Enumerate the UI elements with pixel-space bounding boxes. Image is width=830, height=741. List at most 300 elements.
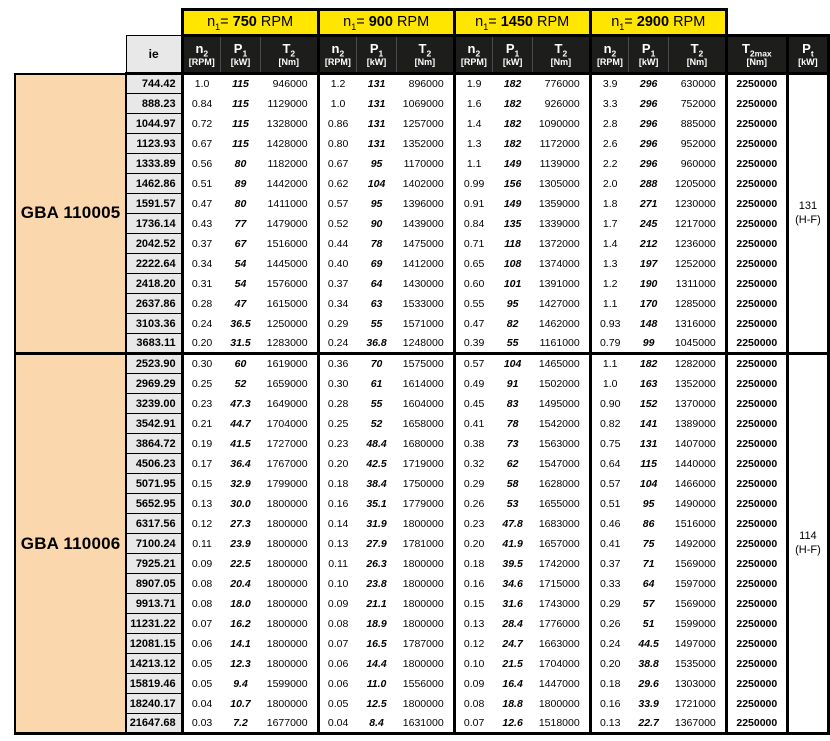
cell-t2-900: 1800000: [397, 594, 455, 614]
col-header-p1-900rpm-unit: [kW]: [366, 57, 387, 68]
cell-n2-2900: 0.16: [590, 694, 628, 714]
cell-n2-750: 0.34: [182, 254, 220, 274]
col-header-p1-1450rpm-symbol: $P_1$: [505, 40, 520, 59]
cell-t2-1450: 1495000: [533, 394, 591, 414]
cell-ie: 14213.12: [126, 654, 182, 674]
cell-p1-2900: 104: [629, 474, 669, 494]
col-header-t2-750rpm: [260, 36, 318, 74]
cell-t2max: 2250000: [726, 94, 787, 114]
col-header-n2-900rpm: [318, 36, 356, 74]
cell-t2-750: 1129000: [260, 94, 318, 114]
col-header-t2-750rpm-symbol: $T_2$: [282, 40, 296, 59]
col-header-p1-900rpm: [357, 36, 397, 74]
cell-n2-750: 0.25: [182, 374, 220, 394]
col-header-t2-900rpm-symbol: $T_2$: [418, 40, 432, 59]
cell-p1-2900: 163: [629, 374, 669, 394]
cell-t2max: 2250000: [726, 394, 787, 414]
cell-n2-1450: 1.4: [454, 114, 492, 134]
cell-n2-750: 0.19: [182, 434, 220, 454]
cell-p1-1450: 73: [493, 434, 533, 454]
cell-ie: 15819.46: [126, 674, 182, 694]
col-header-t2max-unit: [Nm]: [746, 57, 768, 68]
cell-t2-900: 1402000: [397, 174, 455, 194]
table-row: [15, 454, 829, 474]
col-header-p1-2900rpm: [629, 36, 669, 74]
cell-t2-750: 1428000: [260, 134, 318, 154]
cell-t2-1450: 1447000: [533, 674, 591, 694]
cell-n2-900: 0.13: [318, 534, 356, 554]
cell-n2-1450: 0.29: [454, 474, 492, 494]
cell-p1-2900: 170: [629, 294, 669, 314]
cell-t2max: 2250000: [726, 694, 787, 714]
header-blank-model: [15, 36, 126, 74]
table-row: [15, 314, 829, 334]
cell-t2-750: 1182000: [260, 154, 318, 174]
cell-ie: 5071.95: [126, 474, 182, 494]
cell-n2-1450: 0.16: [454, 574, 492, 594]
cell-p1-900: 95: [357, 154, 397, 174]
cell-n2-2900: 1.1: [590, 354, 628, 374]
cell-t2-900: 1800000: [397, 654, 455, 674]
col-header-t2-1450rpm-symbol: $T_2$: [554, 40, 568, 59]
cell-t2-750: 1445000: [260, 254, 318, 274]
table-row: [15, 354, 829, 374]
cell-p1-750: 12.3: [221, 654, 261, 674]
cell-p1-750: 31.5: [221, 334, 261, 354]
cell-t2max: 2250000: [726, 194, 787, 214]
cell-t2-2900: 885000: [669, 114, 727, 134]
cell-n2-900: 0.86: [318, 114, 356, 134]
cell-t2-2900: 1205000: [669, 174, 727, 194]
table-row: [15, 534, 829, 554]
cell-t2-750: 1727000: [260, 434, 318, 454]
cell-t2-750: 1704000: [260, 414, 318, 434]
cell-n2-2900: 0.75: [590, 434, 628, 454]
cell-p1-900: 42.5: [357, 454, 397, 474]
cell-t2-1450: 1657000: [533, 534, 591, 554]
cell-p1-1450: 34.6: [493, 574, 533, 594]
cell-p1-1450: 41.9: [493, 534, 533, 554]
cell-n2-900: 1.0: [318, 94, 356, 114]
cell-n2-1450: 0.23: [454, 514, 492, 534]
table-row: [15, 414, 829, 434]
model-label: GBA 110006: [15, 354, 126, 734]
cell-p1-750: 44.7: [221, 414, 261, 434]
cell-t2-750: 1677000: [260, 714, 318, 734]
cell-t2-900: 1680000: [397, 434, 455, 454]
cell-t2-1450: 776000: [533, 74, 591, 94]
table-row: [15, 394, 829, 414]
cell-ie: 12081.15: [126, 634, 182, 654]
cell-p1-900: 131: [357, 94, 397, 114]
cell-n2-900: 0.80: [318, 134, 356, 154]
cell-n2-900: 0.06: [318, 674, 356, 694]
cell-n2-750: 0.56: [182, 154, 220, 174]
cell-t2-750: 1800000: [260, 494, 318, 514]
col-header-p1-2900rpm-unit: [kW]: [638, 57, 659, 68]
cell-ie: 1333.89: [126, 154, 182, 174]
cell-t2-2900: 1230000: [669, 194, 727, 214]
cell-t2-2900: 1045000: [669, 334, 727, 354]
cell-p1-1450: 91: [493, 374, 533, 394]
cell-t2max: 2250000: [726, 274, 787, 294]
cell-p1-2900: 152: [629, 394, 669, 414]
speed-header-900rpm: $n_1= 900$ RPM: [318, 10, 454, 36]
cell-t2-2900: 1569000: [669, 594, 727, 614]
cell-n2-1450: 0.65: [454, 254, 492, 274]
cell-ie: 8907.05: [126, 574, 182, 594]
cell-t2-1450: 1704000: [533, 654, 591, 674]
cell-p1-1450: 108: [493, 254, 533, 274]
cell-ie: 7100.24: [126, 534, 182, 554]
cell-p1-2900: 86: [629, 514, 669, 534]
ie-column-header: ie: [126, 36, 182, 74]
cell-n2-900: 0.57: [318, 194, 356, 214]
cell-p1-900: 90: [357, 214, 397, 234]
cell-t2-2900: 1352000: [669, 374, 727, 394]
cell-n2-1450: 0.55: [454, 294, 492, 314]
col-header-t2-750rpm-unit: [Nm]: [278, 57, 300, 68]
cell-t2-750: 1615000: [260, 294, 318, 314]
cell-t2-1450: 1743000: [533, 594, 591, 614]
cell-ie: 2418.20: [126, 274, 182, 294]
cell-t2-2900: 952000: [669, 134, 727, 154]
cell-n2-900: 0.52: [318, 214, 356, 234]
col-header-p1-750rpm-unit: [kW]: [230, 57, 251, 68]
cell-t2-1450: 1547000: [533, 454, 591, 474]
cell-n2-750: 0.20: [182, 334, 220, 354]
cell-n2-750: 0.08: [182, 594, 220, 614]
cell-n2-2900: 1.4: [590, 234, 628, 254]
cell-t2-750: 1576000: [260, 274, 318, 294]
cell-p1-2900: 296: [629, 114, 669, 134]
cell-p1-750: 115: [221, 74, 261, 94]
cell-n2-750: 0.15: [182, 474, 220, 494]
cell-p1-900: 35.1: [357, 494, 397, 514]
cell-t2-750: 1599000: [260, 674, 318, 694]
cell-n2-1450: 0.71: [454, 234, 492, 254]
speed-header-2900rpm: $n_1= 2900$ RPM: [590, 10, 726, 36]
table-row: [15, 514, 829, 534]
cell-n2-2900: 0.33: [590, 574, 628, 594]
cell-p1-900: 104: [357, 174, 397, 194]
cell-n2-2900: 0.13: [590, 714, 628, 734]
col-header-p1-1450rpm: [493, 36, 533, 74]
cell-p1-1450: 39.5: [493, 554, 533, 574]
cell-t2-900: 1556000: [397, 674, 455, 694]
cell-n2-2900: 0.82: [590, 414, 628, 434]
cell-t2-900: 1571000: [397, 314, 455, 334]
cell-p1-900: 69: [357, 254, 397, 274]
cell-p1-2900: 182: [629, 354, 669, 374]
cell-n2-2900: 2.8: [590, 114, 628, 134]
cell-p1-750: 22.5: [221, 554, 261, 574]
cell-t2-1450: 1715000: [533, 574, 591, 594]
cell-t2-900: 1533000: [397, 294, 455, 314]
cell-ie: 1462.86: [126, 174, 182, 194]
table-row: [15, 74, 829, 94]
cell-p1-900: 48.4: [357, 434, 397, 454]
cell-t2max: 2250000: [726, 714, 787, 734]
cell-t2-1450: 1462000: [533, 314, 591, 334]
cell-t2-2900: 1497000: [669, 634, 727, 654]
cell-p1-750: 10.7: [221, 694, 261, 714]
cell-t2-1450: 1663000: [533, 634, 591, 654]
cell-t2max: 2250000: [726, 534, 787, 554]
col-header-n2-1450rpm: [454, 36, 492, 74]
cell-t2max: 2250000: [726, 434, 787, 454]
cell-p1-2900: 44.5: [629, 634, 669, 654]
cell-t2-1450: 1683000: [533, 514, 591, 534]
cell-p1-900: 21.1: [357, 594, 397, 614]
cell-t2-900: 1719000: [397, 454, 455, 474]
cell-p1-2900: 296: [629, 94, 669, 114]
col-header-pt-unit: [kW]: [798, 57, 818, 68]
cell-t2-2900: 1389000: [669, 414, 727, 434]
cell-n2-750: 1.0: [182, 74, 220, 94]
cell-p1-2900: 33.9: [629, 694, 669, 714]
cell-p1-2900: 245: [629, 214, 669, 234]
pt-value: 114: [799, 529, 817, 542]
cell-p1-2900: 288: [629, 174, 669, 194]
cell-n2-2900: 0.41: [590, 534, 628, 554]
cell-p1-750: 115: [221, 94, 261, 114]
cell-p1-900: 95: [357, 194, 397, 214]
cell-n2-750: 0.04: [182, 694, 220, 714]
cell-p1-1450: 156: [493, 174, 533, 194]
table-row: [15, 594, 829, 614]
cell-n2-1450: 0.45: [454, 394, 492, 414]
cell-n2-750: 0.09: [182, 554, 220, 574]
cell-n2-1450: 0.57: [454, 354, 492, 374]
cell-p1-1450: 135: [493, 214, 533, 234]
cell-p1-2900: 64: [629, 574, 669, 594]
cell-n2-2900: 2.2: [590, 154, 628, 174]
cell-n2-2900: 3.9: [590, 74, 628, 94]
cell-t2-750: 1800000: [260, 534, 318, 554]
cell-t2max: 2250000: [726, 374, 787, 394]
cell-n2-750: 0.37: [182, 234, 220, 254]
speed-header-750rpm: $n_1= 750$ RPM: [182, 10, 318, 36]
cell-p1-750: 115: [221, 114, 261, 134]
cell-t2-2900: 1236000: [669, 234, 727, 254]
cell-p1-2900: 131: [629, 434, 669, 454]
cell-p1-2900: 75: [629, 534, 669, 554]
cell-p1-1450: 95: [493, 294, 533, 314]
cell-p1-1450: 82: [493, 314, 533, 334]
cell-n2-1450: 0.09: [454, 674, 492, 694]
cell-t2-2900: 1370000: [669, 394, 727, 414]
cell-t2-1450: 1339000: [533, 214, 591, 234]
cell-t2-900: 1800000: [397, 574, 455, 594]
cell-t2-1450: 1800000: [533, 694, 591, 714]
cell-n2-1450: 0.08: [454, 694, 492, 714]
cell-ie: 2222.64: [126, 254, 182, 274]
cell-n2-750: 0.17: [182, 454, 220, 474]
cell-n2-750: 0.06: [182, 634, 220, 654]
cell-t2-900: 1412000: [397, 254, 455, 274]
cell-p1-1450: 55: [493, 334, 533, 354]
cell-n2-750: 0.12: [182, 514, 220, 534]
cell-n2-2900: 0.37: [590, 554, 628, 574]
cell-t2-900: 1787000: [397, 634, 455, 654]
cell-p1-2900: 190: [629, 274, 669, 294]
cell-t2-1450: 1776000: [533, 614, 591, 634]
cell-n2-1450: 0.15: [454, 594, 492, 614]
cell-n2-750: 0.11: [182, 534, 220, 554]
cell-n2-2900: 0.26: [590, 614, 628, 634]
cell-p1-750: 30.0: [221, 494, 261, 514]
cell-n2-900: 0.67: [318, 154, 356, 174]
model-label: GBA 110005: [15, 74, 126, 354]
table-row: [15, 574, 829, 594]
cell-t2max: 2250000: [726, 514, 787, 534]
cell-t2-900: 1800000: [397, 694, 455, 714]
col-header-t2-1450rpm-unit: [Nm]: [550, 57, 572, 68]
cell-p1-1450: 118: [493, 234, 533, 254]
cell-t2-1450: 1161000: [533, 334, 591, 354]
cell-t2-2900: 1252000: [669, 254, 727, 274]
header-blank-t2max: [726, 10, 787, 36]
cell-t2-750: 1250000: [260, 314, 318, 334]
cell-ie: 744.42: [126, 74, 182, 94]
spec-table: [14, 8, 830, 735]
cell-p1-900: 16.5: [357, 634, 397, 654]
cell-n2-2900: 1.7: [590, 214, 628, 234]
cell-t2-2900: 1303000: [669, 674, 727, 694]
cell-n2-1450: 0.99: [454, 174, 492, 194]
cell-n2-750: 0.24: [182, 314, 220, 334]
cell-t2-750: 1800000: [260, 654, 318, 674]
col-header-p1-1450rpm-unit: [kW]: [502, 57, 523, 68]
cell-t2max: 2250000: [726, 294, 787, 314]
cell-t2-900: 1352000: [397, 134, 455, 154]
cell-p1-2900: 296: [629, 74, 669, 94]
col-header-n2-2900rpm-symbol: $n_2$: [603, 40, 617, 59]
cell-ie: 4506.23: [126, 454, 182, 474]
cell-p1-750: 20.4: [221, 574, 261, 594]
col-header-t2-900rpm-unit: [Nm]: [414, 57, 436, 68]
cell-p1-1450: 149: [493, 194, 533, 214]
cell-t2-900: 1658000: [397, 414, 455, 434]
cell-n2-900: 0.34: [318, 294, 356, 314]
cell-t2-750: 1800000: [260, 694, 318, 714]
cell-t2-1450: 1305000: [533, 174, 591, 194]
cell-n2-900: 0.11: [318, 554, 356, 574]
cell-p1-900: 12.5: [357, 694, 397, 714]
col-header-n2-900rpm-unit: [RPM]: [324, 57, 351, 68]
cell-t2-750: 1283000: [260, 334, 318, 354]
cell-t2-1450: 1542000: [533, 414, 591, 434]
cell-t2-2900: 1316000: [669, 314, 727, 334]
cell-n2-1450: 0.84: [454, 214, 492, 234]
cell-n2-900: 0.06: [318, 654, 356, 674]
cell-p1-2900: 38.8: [629, 654, 669, 674]
cell-p1-750: 32.9: [221, 474, 261, 494]
cell-n2-1450: 0.26: [454, 494, 492, 514]
table-row: [15, 94, 829, 114]
cell-p1-2900: 141: [629, 414, 669, 434]
cell-n2-2900: 0.29: [590, 594, 628, 614]
cell-p1-750: 9.4: [221, 674, 261, 694]
cell-p1-1450: 62: [493, 454, 533, 474]
cell-ie: 2637.86: [126, 294, 182, 314]
cell-ie: 9913.71: [126, 594, 182, 614]
cell-t2max: 2250000: [726, 594, 787, 614]
cell-p1-1450: 182: [493, 94, 533, 114]
cell-t2-2900: 1597000: [669, 574, 727, 594]
col-header-n2-2900rpm: [590, 36, 628, 74]
cell-t2-2900: 1407000: [669, 434, 727, 454]
table-row: [15, 254, 829, 274]
col-header-n2-1450rpm-unit: [RPM]: [460, 57, 487, 68]
cell-p1-750: 47.3: [221, 394, 261, 414]
cell-t2-750: 1800000: [260, 614, 318, 634]
cell-n2-750: 0.08: [182, 574, 220, 594]
cell-t2-1450: 1628000: [533, 474, 591, 494]
cell-t2max: 2250000: [726, 254, 787, 274]
cell-t2-900: 1604000: [397, 394, 455, 414]
cell-ie: 1044.97: [126, 114, 182, 134]
cell-p1-1450: 16.4: [493, 674, 533, 694]
cell-t2max: 2250000: [726, 654, 787, 674]
cell-t2-750: 1800000: [260, 514, 318, 534]
speed-header-1450rpm: $n_1= 1450$ RPM: [454, 10, 590, 36]
cell-t2max: 2250000: [726, 614, 787, 634]
cell-n2-1450: 0.38: [454, 434, 492, 454]
cell-p1-900: 36.8: [357, 334, 397, 354]
cell-p1-900: 63: [357, 294, 397, 314]
col-header-pt: [787, 36, 828, 74]
cell-ie: 3864.72: [126, 434, 182, 454]
cell-t2-750: 1516000: [260, 234, 318, 254]
cell-n2-2900: 1.1: [590, 294, 628, 314]
cell-n2-2900: 0.57: [590, 474, 628, 494]
cell-p1-1450: 182: [493, 134, 533, 154]
cell-t2-900: 1430000: [397, 274, 455, 294]
cell-t2-1450: 1742000: [533, 554, 591, 574]
cell-t2-900: 1800000: [397, 514, 455, 534]
cell-t2-2900: 1569000: [669, 554, 727, 574]
cell-t2max: 2250000: [726, 114, 787, 134]
table-row: [15, 114, 829, 134]
cell-p1-750: 27.3: [221, 514, 261, 534]
cell-p1-900: 38.4: [357, 474, 397, 494]
cell-n2-900: 0.09: [318, 594, 356, 614]
table-row: [15, 614, 829, 634]
cell-p1-750: 54: [221, 274, 261, 294]
cell-n2-750: 0.67: [182, 134, 220, 154]
col-header-n2-2900rpm-unit: [RPM]: [596, 57, 623, 68]
cell-t2-1450: 926000: [533, 94, 591, 114]
cell-p1-1450: 31.6: [493, 594, 533, 614]
cell-t2-2900: 752000: [669, 94, 727, 114]
cell-t2-900: 896000: [397, 74, 455, 94]
cell-p1-900: 78: [357, 234, 397, 254]
table-row: [15, 194, 829, 214]
cell-p1-750: 77: [221, 214, 261, 234]
cell-t2-1450: 1139000: [533, 154, 591, 174]
cell-p1-750: 54: [221, 254, 261, 274]
col-header-p1-750rpm-symbol: $P_1$: [233, 40, 248, 59]
cell-t2-1450: 1374000: [533, 254, 591, 274]
cell-t2-750: 1442000: [260, 174, 318, 194]
cell-n2-2900: 3.3: [590, 94, 628, 114]
cell-p1-900: 31.9: [357, 514, 397, 534]
cell-p1-900: 18.9: [357, 614, 397, 634]
cell-p1-750: 36.5: [221, 314, 261, 334]
cell-t2max: 2250000: [726, 354, 787, 374]
